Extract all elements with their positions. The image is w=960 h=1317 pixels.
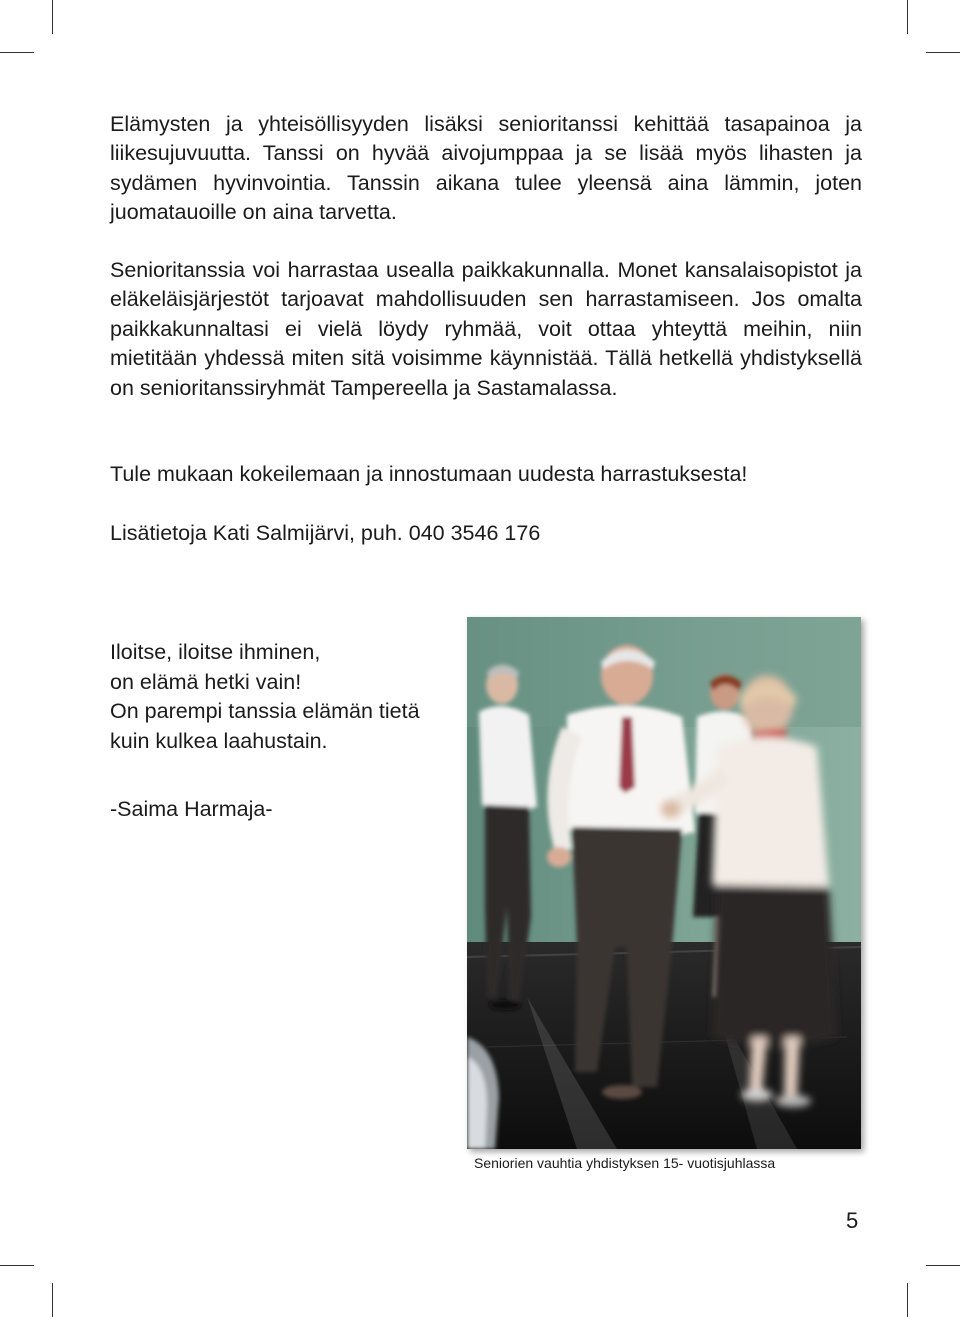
- crop-mark: [52, 1283, 53, 1317]
- poem-line: kuin kulkea laahustain.: [110, 728, 328, 753]
- poem: [110, 638, 420, 756]
- paragraph-benefits: Elämysten ja yhteisöllisyyden lisäksi senioritanssi kehittää tasapainoa ja liikesujuvuutta. Tanssi on hyvää aivojumppaa ja se lisää myös lihasten ja sydämen hyvinvointia. Tanssin aikana tulee yleensä aina lämmin, joten juomatauoille on aina tarvetta.: [110, 112, 862, 225]
- crop-mark: [926, 52, 960, 53]
- crop-mark: [0, 1265, 34, 1266]
- contact-text: Lisätietoja Kati Salmijärvi, puh. 040 3546 176: [110, 521, 541, 545]
- poem-line: on elämä hetki vain!: [110, 669, 302, 694]
- dance-photo: [467, 617, 861, 1149]
- paragraph-where-to-dance: Senioritanssia voi harrastaa usealla paikkakunnalla. Monet kansalaisopistot ja eläkeläisjärjestöt tarjoavat mahdollisuuden sen harrastamiseen. Jos omalta paikkakunnaltasi ei vielä löydy ryhmää, voit ottaa yhteyttä meihin, niin mietitään yhdessä miten sitä voisimme käynnistää. Tällä hetkellä yhdistyksellä on senioritanssiryhmät Tampereella ja Sastamalassa.: [110, 258, 862, 400]
- poem-line: On parempi tanssia elämän tietä: [110, 699, 420, 724]
- crop-mark: [926, 1265, 960, 1266]
- page-number: 5: [846, 1208, 859, 1233]
- dance-photo-illustration: [467, 617, 861, 1149]
- crop-mark: [0, 52, 34, 53]
- poem-author: -Saima Harmaja-: [110, 797, 273, 821]
- crop-mark: [52, 0, 53, 34]
- invitation-text: Tule mukaan kokeilemaan ja innostumaan uudesta harrastuksesta!: [110, 462, 748, 486]
- poem-line: Iloitse, iloitse ihminen,: [110, 640, 321, 664]
- photo-caption: Seniorien vauhtia yhdistyksen 15- vuotisjuhlassa: [474, 1155, 776, 1171]
- crop-mark: [907, 1283, 908, 1317]
- crop-mark: [907, 0, 908, 34]
